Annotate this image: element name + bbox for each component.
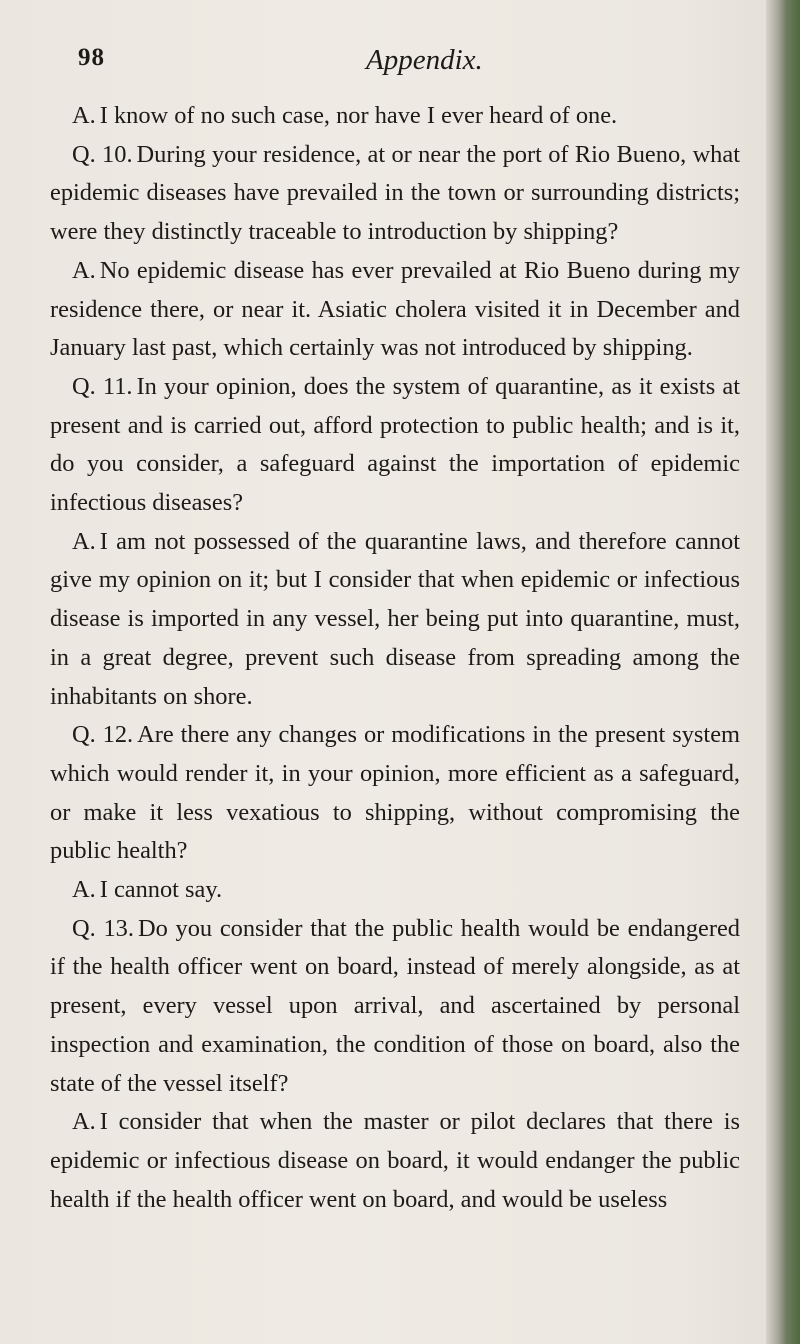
question-label: Q. 13. (72, 914, 134, 942)
question-paragraph (50, 368, 740, 523)
page-number: 98 (78, 44, 105, 71)
question-label: Q. 12. (72, 721, 134, 749)
answer-label: A. (72, 876, 96, 904)
answer-paragraph (50, 871, 740, 910)
paragraph-text: Do you consider that the public health would be endangered if the health officer went on board, instead of merely alongside, as at present, every vessel upon arrival, and ascertained by personal inspection and examination, the condition of those on board, also the state of the vessel itself? (50, 914, 740, 1097)
page-edge (766, 0, 800, 1344)
answer-paragraph (50, 97, 740, 136)
body-text (50, 97, 740, 1219)
question-paragraph (50, 716, 740, 871)
paragraph-text: In your opinion, does the system of quarantine, as it exists at present and is carried out, afford protection to public health; and is it, do you consider, a safeguard against the importation of epidemic infectious diseases? (50, 372, 740, 517)
paragraph-text: I am not possessed of the quarantine laws, and therefore cannot give my opinion on it; but I consider that when epidemic or infectious disease is imported in any vessel, her being put into quarantine, must, in a great degree, prevent such disease from spreading among the inhabitants on shore. (50, 527, 740, 710)
paragraph-text: No epidemic disease has ever prevailed at Rio Bueno during my residence there, or near it. Asiatic cholera visited it in December and January last past, which certainly was not introduced by shipping. (50, 256, 740, 362)
answer-paragraph (50, 252, 740, 368)
answer-label: A. (72, 1108, 96, 1136)
question-label: Q. 11. (72, 372, 133, 400)
question-label: Q. 10. (72, 140, 133, 168)
question-paragraph (50, 910, 740, 1104)
answer-label: A. (72, 256, 96, 284)
paragraph-text: I cannot say. (99, 876, 223, 904)
answer-paragraph (50, 523, 740, 717)
question-paragraph (50, 136, 740, 252)
answer-paragraph (50, 1103, 740, 1219)
paragraph-text: During your residence, at or near the port of Rio Bueno, what epidemic diseases have prevailed in the town or surrounding districts; were they distinctly traceable to introduction by shipping? (50, 140, 740, 246)
paragraph-text: Are there any changes or modifications in the present system which would render it, in your opinion, more efficient as a safeguard, or make it less vexatious to shipping, without compromising the public health? (50, 721, 740, 865)
page-header (76, 44, 736, 84)
answer-label: A. (72, 102, 96, 129)
paragraph-text: I consider that when the master or pilot declares that there is epidemic or infectious disease on board, it would endanger the public health if the health officer went on board, and would be useless (50, 1108, 740, 1213)
answer-label: A. (72, 527, 96, 555)
paragraph-text: I know of no such case, nor have I ever heard of one. (99, 102, 618, 129)
running-head: Appendix. (366, 44, 483, 76)
